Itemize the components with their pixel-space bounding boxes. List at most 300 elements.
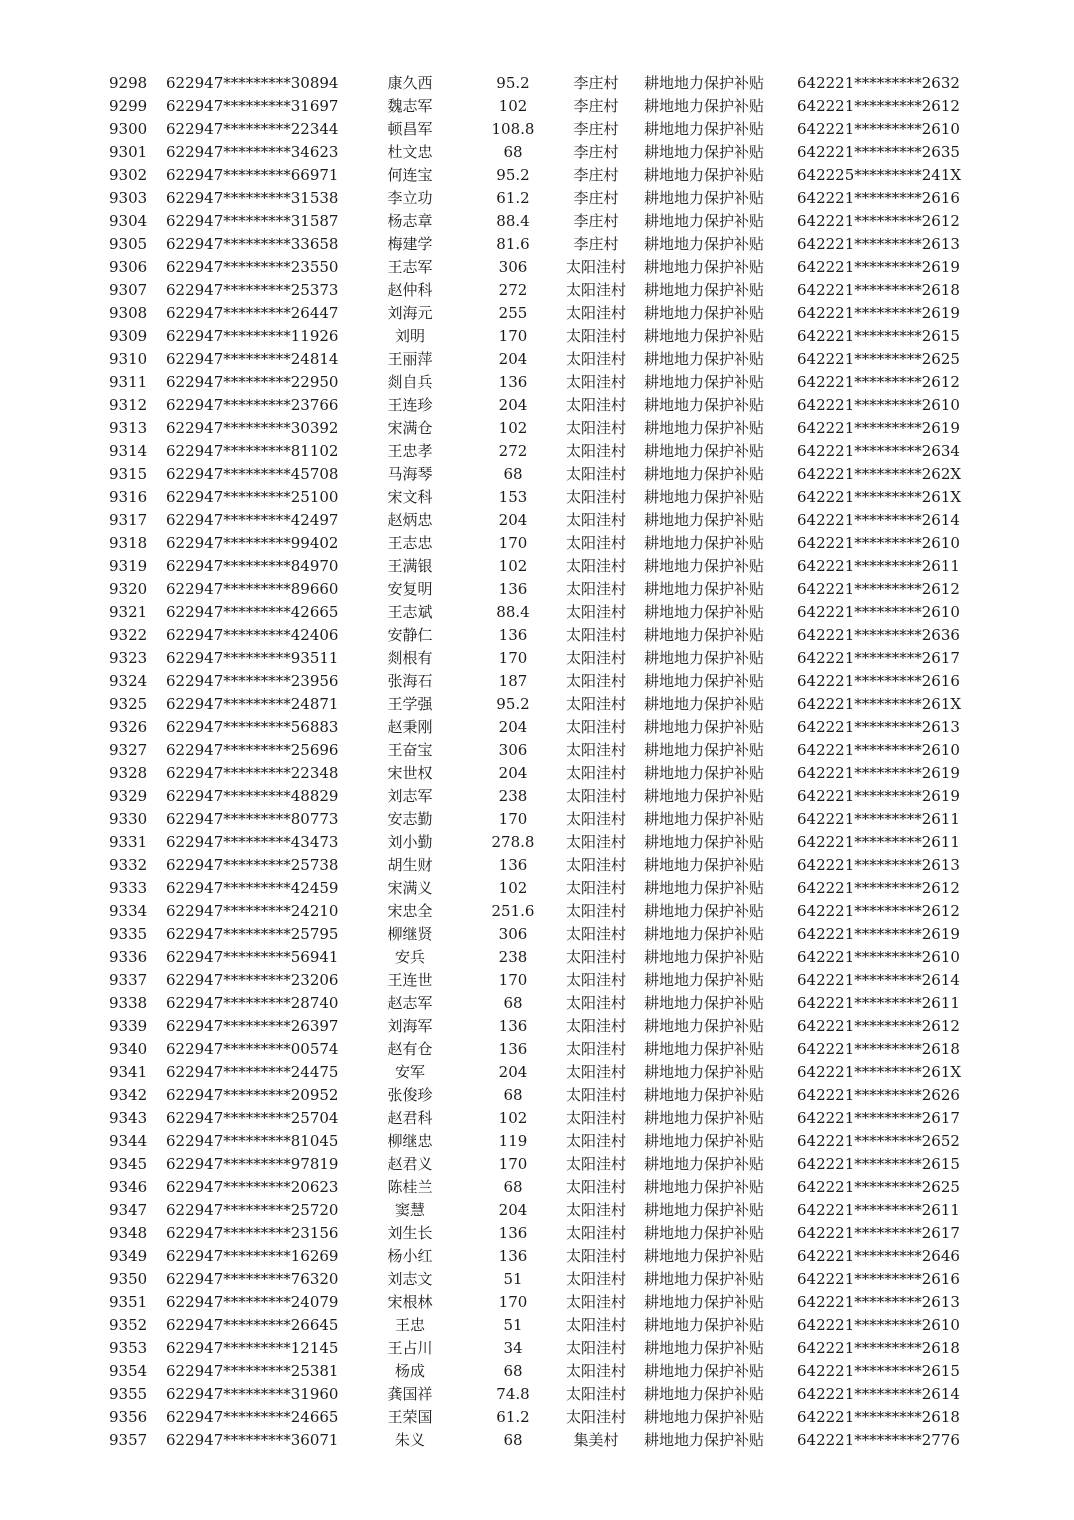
- village-name-cell: 太阳洼村: [565, 511, 626, 529]
- village-name-cell: 太阳洼村: [565, 304, 626, 322]
- subsidy-type-cell: 耕地地力保护补贴: [644, 603, 765, 621]
- village-name-cell: 李庄村: [573, 166, 619, 184]
- subsidy-type-cell: 耕地地力保护补贴: [644, 1316, 765, 1334]
- row-number-cell: 9324: [109, 672, 148, 690]
- bank-card-number-cell: 622947*********45708: [166, 465, 339, 483]
- subsidy-amount-cell: 204: [498, 1063, 528, 1081]
- bank-card-number-cell: 622947*********30392: [166, 419, 339, 437]
- subsidy-amount-cell: 95.2: [496, 166, 530, 184]
- subsidy-type-cell: 耕地地力保护补贴: [644, 373, 765, 391]
- table-row: [0, 900, 1074, 923]
- row-number-cell: 9302: [109, 166, 148, 184]
- subsidy-type-cell: 耕地地力保护补贴: [644, 810, 765, 828]
- row-number-cell: 9312: [109, 396, 148, 414]
- village-name-cell: 太阳洼村: [565, 1178, 626, 1196]
- table-row: [0, 946, 1074, 969]
- bank-card-number-cell: 622947*********28740: [166, 994, 339, 1012]
- subsidy-type-cell: 耕地地力保护补贴: [644, 1270, 765, 1288]
- row-number-cell: 9307: [109, 281, 148, 299]
- table-row: [0, 440, 1074, 463]
- village-name-cell: 太阳洼村: [565, 833, 626, 851]
- bank-card-number-cell: 622947*********33658: [166, 235, 339, 253]
- subsidy-amount-cell: 170: [498, 327, 528, 345]
- subsidy-type-cell: 耕地地力保护补贴: [644, 764, 765, 782]
- id-number-cell: 642221*********2618: [797, 1339, 960, 1357]
- table-row: [0, 1360, 1074, 1383]
- recipient-name-cell: 刘生长: [387, 1224, 433, 1242]
- recipient-name-cell: 王奋宝: [387, 741, 433, 759]
- bank-card-number-cell: 622947*********25720: [166, 1201, 339, 1219]
- bank-card-number-cell: 622947*********93511: [166, 649, 339, 667]
- id-number-cell: 642221*********2613: [797, 1293, 960, 1311]
- table-row: [0, 72, 1074, 95]
- recipient-name-cell: 王忠: [394, 1316, 425, 1334]
- subsidy-type-cell: 耕地地力保护补贴: [644, 1132, 765, 1150]
- row-number-cell: 9321: [109, 603, 148, 621]
- recipient-name-cell: 刘海军: [387, 1017, 433, 1035]
- subsidy-type-cell: 耕地地力保护补贴: [644, 1362, 765, 1380]
- id-number-cell: 642221*********2614: [797, 1385, 960, 1403]
- table-row: [0, 601, 1074, 624]
- row-number-cell: 9357: [109, 1431, 148, 1449]
- village-name-cell: 太阳洼村: [565, 925, 626, 943]
- bank-card-number-cell: 622947*********25696: [166, 741, 339, 759]
- row-number-cell: 9331: [109, 833, 148, 851]
- bank-card-number-cell: 622947*********99402: [166, 534, 339, 552]
- bank-card-number-cell: 622947*********48829: [166, 787, 339, 805]
- subsidy-type-cell: 耕地地力保护补贴: [644, 281, 765, 299]
- subsidy-amount-cell: 102: [498, 97, 528, 115]
- village-name-cell: 太阳洼村: [565, 626, 626, 644]
- recipient-name-cell: 安复明: [387, 580, 433, 598]
- id-number-cell: 642221*********2610: [797, 948, 960, 966]
- subsidy-amount-cell: 204: [498, 396, 528, 414]
- village-name-cell: 太阳洼村: [565, 971, 626, 989]
- row-number-cell: 9344: [109, 1132, 148, 1150]
- recipient-name-cell: 赵君科: [387, 1109, 433, 1127]
- id-number-cell: 642221*********2612: [797, 1017, 960, 1035]
- village-name-cell: 太阳洼村: [565, 1224, 626, 1242]
- village-name-cell: 太阳洼村: [565, 672, 626, 690]
- subsidy-amount-cell: 68: [503, 994, 523, 1012]
- village-name-cell: 太阳洼村: [565, 1155, 626, 1173]
- subsidy-type-cell: 耕地地力保护补贴: [644, 994, 765, 1012]
- subsidy-type-cell: 耕地地力保护补贴: [644, 1224, 765, 1242]
- bank-card-number-cell: 622947*********26645: [166, 1316, 339, 1334]
- bank-card-number-cell: 622947*********36071: [166, 1431, 339, 1449]
- subsidy-amount-cell: 102: [498, 879, 528, 897]
- village-name-cell: 太阳洼村: [565, 580, 626, 598]
- subsidy-type-cell: 耕地地力保护补贴: [644, 672, 765, 690]
- subsidy-amount-cell: 136: [498, 1017, 528, 1035]
- subsidy-amount-cell: 306: [498, 741, 528, 759]
- subsidy-amount-cell: 204: [498, 511, 528, 529]
- recipient-name-cell: 王满银: [387, 557, 433, 575]
- table-row: [0, 279, 1074, 302]
- village-name-cell: 太阳洼村: [565, 465, 626, 483]
- subsidy-amount-cell: 238: [498, 787, 528, 805]
- recipient-name-cell: 刘海元: [387, 304, 433, 322]
- subsidy-amount-cell: 68: [503, 143, 523, 161]
- recipient-name-cell: 安静仁: [387, 626, 433, 644]
- recipient-name-cell: 朱义: [394, 1431, 425, 1449]
- subsidy-amount-cell: 136: [498, 1224, 528, 1242]
- subsidy-amount-cell: 34: [503, 1339, 523, 1357]
- village-name-cell: 李庄村: [573, 212, 619, 230]
- id-number-cell: 642221*********261X: [797, 488, 962, 506]
- bank-card-number-cell: 622947*********89660: [166, 580, 339, 598]
- table-row: [0, 233, 1074, 256]
- subsidy-amount-cell: 68: [503, 1431, 523, 1449]
- bank-card-number-cell: 622947*********25704: [166, 1109, 339, 1127]
- row-number-cell: 9342: [109, 1086, 148, 1104]
- row-number-cell: 9347: [109, 1201, 148, 1219]
- row-number-cell: 9353: [109, 1339, 148, 1357]
- bank-card-number-cell: 622947*********80773: [166, 810, 339, 828]
- village-name-cell: 太阳洼村: [565, 258, 626, 276]
- subsidy-type-cell: 耕地地力保护补贴: [644, 787, 765, 805]
- village-name-cell: 太阳洼村: [565, 856, 626, 874]
- bank-card-number-cell: 622947*********56941: [166, 948, 339, 966]
- village-name-cell: 太阳洼村: [565, 603, 626, 621]
- id-number-cell: 642221*********2618: [797, 1408, 960, 1426]
- bank-card-number-cell: 622947*********12145: [166, 1339, 339, 1357]
- village-name-cell: 太阳洼村: [565, 718, 626, 736]
- subsidy-type-cell: 耕地地力保护补贴: [644, 1155, 765, 1173]
- row-number-cell: 9316: [109, 488, 148, 506]
- row-number-cell: 9345: [109, 1155, 148, 1173]
- bank-card-number-cell: 622947*********34623: [166, 143, 339, 161]
- recipient-name-cell: 杨成: [394, 1362, 425, 1380]
- id-number-cell: 642221*********2619: [797, 925, 960, 943]
- table-row: [0, 509, 1074, 532]
- subsidy-type-cell: 耕地地力保护补贴: [644, 1063, 765, 1081]
- village-name-cell: 太阳洼村: [565, 488, 626, 506]
- id-number-cell: 642221*********2625: [797, 1178, 960, 1196]
- id-number-cell: 642221*********2615: [797, 327, 960, 345]
- village-name-cell: 太阳洼村: [565, 902, 626, 920]
- bank-card-number-cell: 622947*********31587: [166, 212, 339, 230]
- subsidy-amount-cell: 204: [498, 1201, 528, 1219]
- row-number-cell: 9300: [109, 120, 148, 138]
- subsidy-type-cell: 耕地地力保护补贴: [644, 1086, 765, 1104]
- bank-card-number-cell: 622947*********24475: [166, 1063, 339, 1081]
- row-number-cell: 9320: [109, 580, 148, 598]
- subsidy-type-cell: 耕地地力保护补贴: [644, 1109, 765, 1127]
- row-number-cell: 9334: [109, 902, 148, 920]
- village-name-cell: 李庄村: [573, 189, 619, 207]
- id-number-cell: 642221*********2614: [797, 971, 960, 989]
- bank-card-number-cell: 622947*********24665: [166, 1408, 339, 1426]
- row-number-cell: 9329: [109, 787, 148, 805]
- row-number-cell: 9319: [109, 557, 148, 575]
- bank-card-number-cell: 622947*********25381: [166, 1362, 339, 1380]
- recipient-name-cell: 梅建学: [387, 235, 433, 253]
- subsidy-amount-cell: 170: [498, 649, 528, 667]
- id-number-cell: 642221*********2617: [797, 1224, 960, 1242]
- table-row: [0, 877, 1074, 900]
- recipient-name-cell: 王丽萍: [387, 350, 433, 368]
- subsidy-amount-cell: 306: [498, 925, 528, 943]
- subsidy-type-cell: 耕地地力保护补贴: [644, 580, 765, 598]
- subsidy-type-cell: 耕地地力保护补贴: [644, 1339, 765, 1357]
- village-name-cell: 太阳洼村: [565, 1247, 626, 1265]
- recipient-name-cell: 杨小红: [387, 1247, 433, 1265]
- id-number-cell: 642221*********2626: [797, 1086, 960, 1104]
- subsidy-amount-cell: 68: [503, 465, 523, 483]
- table-row: [0, 1337, 1074, 1360]
- subsidy-amount-cell: 136: [498, 1040, 528, 1058]
- bank-card-number-cell: 622947*********31538: [166, 189, 339, 207]
- table-row: [0, 256, 1074, 279]
- table-row: [0, 302, 1074, 325]
- recipient-name-cell: 赵君义: [387, 1155, 433, 1173]
- id-number-cell: 642221*********2618: [797, 281, 960, 299]
- row-number-cell: 9328: [109, 764, 148, 782]
- table-row: [0, 417, 1074, 440]
- recipient-name-cell: 王学强: [387, 695, 433, 713]
- row-number-cell: 9337: [109, 971, 148, 989]
- recipient-name-cell: 剡根有: [387, 649, 433, 667]
- subsidy-type-cell: 耕地地力保护补贴: [644, 948, 765, 966]
- table-row: [0, 1038, 1074, 1061]
- recipient-name-cell: 窦慧: [394, 1201, 425, 1219]
- row-number-cell: 9318: [109, 534, 148, 552]
- table-row: [0, 371, 1074, 394]
- table-row: [0, 854, 1074, 877]
- village-name-cell: 太阳洼村: [565, 1362, 626, 1380]
- village-name-cell: 太阳洼村: [565, 442, 626, 460]
- recipient-name-cell: 王志忠: [387, 534, 433, 552]
- subsidy-amount-cell: 204: [498, 718, 528, 736]
- table-row: [0, 555, 1074, 578]
- recipient-name-cell: 康久西: [387, 74, 433, 92]
- table-row: [0, 1222, 1074, 1245]
- id-number-cell: 642221*********2619: [797, 787, 960, 805]
- id-number-cell: 642221*********262X: [797, 465, 962, 483]
- row-number-cell: 9314: [109, 442, 148, 460]
- village-name-cell: 太阳洼村: [565, 281, 626, 299]
- subsidy-type-cell: 耕地地力保护补贴: [644, 741, 765, 759]
- row-number-cell: 9317: [109, 511, 148, 529]
- subsidy-amount-cell: 306: [498, 258, 528, 276]
- id-number-cell: 642221*********261X: [797, 695, 962, 713]
- recipient-name-cell: 何连宝: [387, 166, 433, 184]
- recipient-name-cell: 杨志章: [387, 212, 433, 230]
- table-row: [0, 141, 1074, 164]
- subsidy-type-cell: 耕地地力保护补贴: [644, 1431, 765, 1449]
- subsidy-type-cell: 耕地地力保护补贴: [644, 1178, 765, 1196]
- id-number-cell: 642221*********2776: [797, 1431, 960, 1449]
- village-name-cell: 李庄村: [573, 97, 619, 115]
- village-name-cell: 太阳洼村: [565, 419, 626, 437]
- subsidy-type-cell: 耕地地力保护补贴: [644, 1408, 765, 1426]
- subsidy-amount-cell: 170: [498, 1293, 528, 1311]
- table-row: [0, 394, 1074, 417]
- table-row: [0, 1406, 1074, 1429]
- bank-card-number-cell: 622947*********25795: [166, 925, 339, 943]
- village-name-cell: 太阳洼村: [565, 1086, 626, 1104]
- row-number-cell: 9305: [109, 235, 148, 253]
- id-number-cell: 642221*********2612: [797, 373, 960, 391]
- row-number-cell: 9333: [109, 879, 148, 897]
- subsidy-type-cell: 耕地地力保护补贴: [644, 304, 765, 322]
- id-number-cell: 642221*********2634: [797, 442, 960, 460]
- village-name-cell: 李庄村: [573, 74, 619, 92]
- row-number-cell: 9306: [109, 258, 148, 276]
- village-name-cell: 李庄村: [573, 120, 619, 138]
- village-name-cell: 太阳洼村: [565, 741, 626, 759]
- table-row: [0, 210, 1074, 233]
- table-row: [0, 1268, 1074, 1291]
- village-name-cell: 太阳洼村: [565, 948, 626, 966]
- village-name-cell: 太阳洼村: [565, 1063, 626, 1081]
- village-name-cell: 集美村: [573, 1431, 619, 1449]
- id-number-cell: 642221*********2610: [797, 396, 960, 414]
- row-number-cell: 9351: [109, 1293, 148, 1311]
- bank-card-number-cell: 622947*********23156: [166, 1224, 339, 1242]
- table-row: [0, 1130, 1074, 1153]
- recipient-name-cell: 宋忠全: [387, 902, 433, 920]
- id-number-cell: 642221*********2611: [797, 810, 960, 828]
- row-number-cell: 9354: [109, 1362, 148, 1380]
- id-number-cell: 642221*********2616: [797, 1270, 960, 1288]
- subsidy-type-cell: 耕地地力保护补贴: [644, 833, 765, 851]
- table-row: [0, 1153, 1074, 1176]
- row-number-cell: 9303: [109, 189, 148, 207]
- table-row: [0, 1291, 1074, 1314]
- id-number-cell: 642221*********2610: [797, 741, 960, 759]
- subsidy-type-cell: 耕地地力保护补贴: [644, 212, 765, 230]
- bank-card-number-cell: 622947*********42497: [166, 511, 339, 529]
- subsidy-type-cell: 耕地地力保护补贴: [644, 971, 765, 989]
- bank-card-number-cell: 622947*********25100: [166, 488, 339, 506]
- subsidy-amount-cell: 204: [498, 350, 528, 368]
- subsidy-amount-cell: 278.8: [491, 833, 535, 851]
- id-number-cell: 642221*********2611: [797, 833, 960, 851]
- table-row: [0, 693, 1074, 716]
- bank-card-number-cell: 622947*********24210: [166, 902, 339, 920]
- id-number-cell: 642221*********2617: [797, 1109, 960, 1127]
- table-row: [0, 95, 1074, 118]
- recipient-name-cell: 刘志文: [387, 1270, 433, 1288]
- row-number-cell: 9336: [109, 948, 148, 966]
- recipient-name-cell: 王占川: [387, 1339, 433, 1357]
- table-row: [0, 325, 1074, 348]
- subsidy-type-cell: 耕地地力保护补贴: [644, 1040, 765, 1058]
- subsidy-type-cell: 耕地地力保护补贴: [644, 1201, 765, 1219]
- subsidy-type-cell: 耕地地力保护补贴: [644, 1385, 765, 1403]
- table-row: [0, 164, 1074, 187]
- subsidy-type-cell: 耕地地力保护补贴: [644, 235, 765, 253]
- village-name-cell: 太阳洼村: [565, 350, 626, 368]
- village-name-cell: 李庄村: [573, 143, 619, 161]
- village-name-cell: 太阳洼村: [565, 1316, 626, 1334]
- subsidy-type-cell: 耕地地力保护补贴: [644, 74, 765, 92]
- table-row: [0, 1107, 1074, 1130]
- village-name-cell: 太阳洼村: [565, 327, 626, 345]
- village-name-cell: 太阳洼村: [565, 695, 626, 713]
- subsidy-amount-cell: 187: [498, 672, 528, 690]
- subsidy-amount-cell: 272: [498, 442, 528, 460]
- subsidy-type-cell: 耕地地力保护补贴: [644, 534, 765, 552]
- table-row: [0, 1245, 1074, 1268]
- row-number-cell: 9355: [109, 1385, 148, 1403]
- row-number-cell: 9346: [109, 1178, 148, 1196]
- village-name-cell: 太阳洼村: [565, 1385, 626, 1403]
- subsidy-type-cell: 耕地地力保护补贴: [644, 419, 765, 437]
- village-name-cell: 太阳洼村: [565, 557, 626, 575]
- table-row: [0, 992, 1074, 1015]
- bank-card-number-cell: 622947*********22344: [166, 120, 339, 138]
- subsidy-type-cell: 耕地地力保护补贴: [644, 1017, 765, 1035]
- bank-card-number-cell: 622947*********20623: [166, 1178, 339, 1196]
- id-number-cell: 642221*********2617: [797, 649, 960, 667]
- subsidy-amount-cell: 136: [498, 1247, 528, 1265]
- table-row: [0, 486, 1074, 509]
- id-number-cell: 642221*********2619: [797, 304, 960, 322]
- id-number-cell: 642221*********2613: [797, 856, 960, 874]
- row-number-cell: 9322: [109, 626, 148, 644]
- bank-card-number-cell: 622947*********24814: [166, 350, 339, 368]
- subsidy-type-cell: 耕地地力保护补贴: [644, 97, 765, 115]
- id-number-cell: 642221*********2615: [797, 1362, 960, 1380]
- village-name-cell: 太阳洼村: [565, 879, 626, 897]
- row-number-cell: 9298: [109, 74, 148, 92]
- recipient-name-cell: 柳继忠: [387, 1132, 433, 1150]
- row-number-cell: 9308: [109, 304, 148, 322]
- id-number-cell: 642221*********2616: [797, 189, 960, 207]
- table-row: [0, 785, 1074, 808]
- row-number-cell: 9313: [109, 419, 148, 437]
- subsidy-amount-cell: 238: [498, 948, 528, 966]
- bank-card-number-cell: 622947*********25373: [166, 281, 339, 299]
- recipient-name-cell: 龚国祥: [387, 1385, 433, 1403]
- table-row: [0, 1383, 1074, 1406]
- village-name-cell: 太阳洼村: [565, 534, 626, 552]
- subsidy-amount-cell: 170: [498, 1155, 528, 1173]
- subsidy-type-cell: 耕地地力保护补贴: [644, 649, 765, 667]
- subsidy-amount-cell: 51: [503, 1270, 523, 1288]
- row-number-cell: 9315: [109, 465, 148, 483]
- table-row: [0, 624, 1074, 647]
- village-name-cell: 太阳洼村: [565, 787, 626, 805]
- recipient-name-cell: 赵仲科: [387, 281, 433, 299]
- subsidy-type-cell: 耕地地力保护补贴: [644, 511, 765, 529]
- village-name-cell: 太阳洼村: [565, 1293, 626, 1311]
- row-number-cell: 9326: [109, 718, 148, 736]
- bank-card-number-cell: 622947*********56883: [166, 718, 339, 736]
- village-name-cell: 太阳洼村: [565, 1201, 626, 1219]
- id-number-cell: 642221*********2610: [797, 120, 960, 138]
- id-number-cell: 642221*********2652: [797, 1132, 960, 1150]
- bank-card-number-cell: 622947*********84970: [166, 557, 339, 575]
- id-number-cell: 642221*********2612: [797, 879, 960, 897]
- id-number-cell: 642221*********2619: [797, 258, 960, 276]
- recipient-name-cell: 王志军: [387, 258, 433, 276]
- row-number-cell: 9349: [109, 1247, 148, 1265]
- bank-card-number-cell: 622947*********25738: [166, 856, 339, 874]
- id-number-cell: 642221*********2612: [797, 97, 960, 115]
- village-name-cell: 太阳洼村: [565, 764, 626, 782]
- id-number-cell: 642221*********261X: [797, 1063, 962, 1081]
- village-name-cell: 太阳洼村: [565, 649, 626, 667]
- id-number-cell: 642221*********2611: [797, 557, 960, 575]
- id-number-cell: 642221*********2636: [797, 626, 960, 644]
- id-number-cell: 642221*********2612: [797, 580, 960, 598]
- row-number-cell: 9340: [109, 1040, 148, 1058]
- recipient-name-cell: 赵志军: [387, 994, 433, 1012]
